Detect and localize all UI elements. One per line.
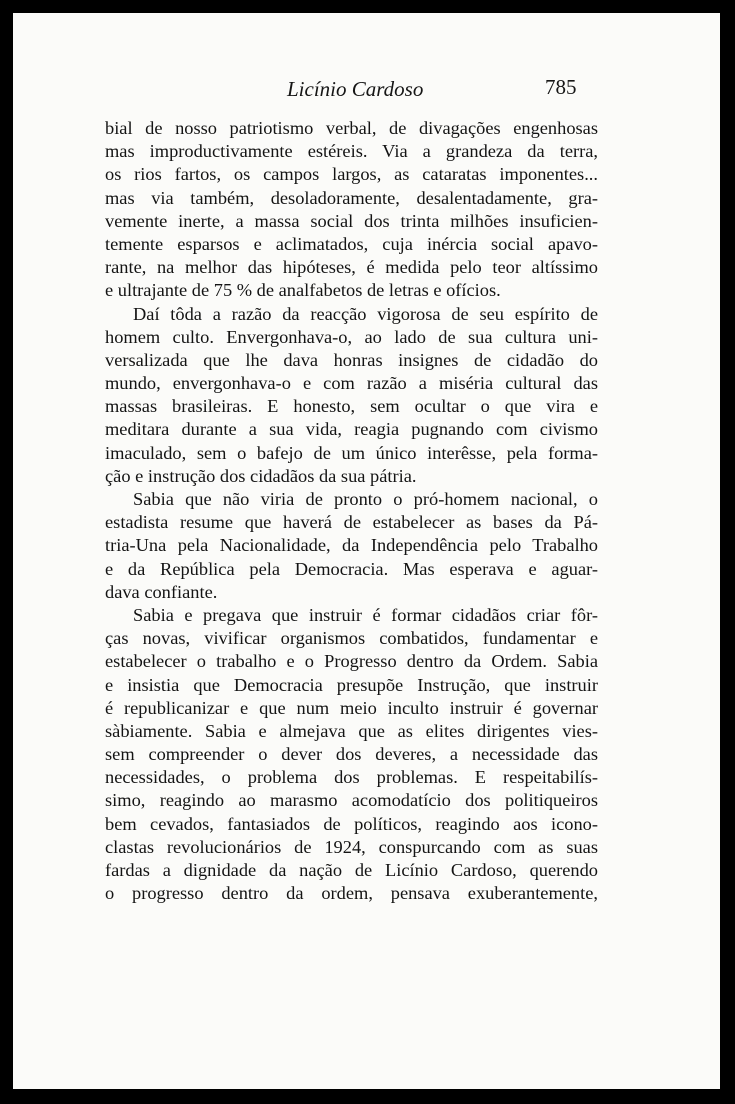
text-line: bial de nosso patriotismo verbal, de divagações engenhosas [105, 118, 598, 138]
text-line: simo, reagindo ao marasmo acomodatício dos politiqueiros [105, 790, 598, 811]
text-line: mundo, envergonhava-o e com razão a miséria cultural das [105, 373, 598, 394]
text-line: o progresso dentro da ordem, pensava exuberantemente, [105, 883, 598, 904]
text-line: estabelecer o trabalho e o Progresso dentro da Ordem. Sabia [105, 651, 598, 672]
text-line: fardas a dignidade da nação de Licínio Cardoso, querendo [105, 860, 598, 880]
book-page [13, 13, 720, 1089]
text-line: clastas revolucionários de 1924, conspurcando com as suas [105, 836, 598, 857]
text-line: homem culto. Envergonhava-o, ao lado de sua cultura uni- [105, 326, 598, 347]
text-line: é republicanizar e que num meio inculto instruir é governar [105, 697, 598, 718]
text-line: sàbiamente. Sabia e almejava que as elites dirigentes vies- [105, 720, 598, 741]
text-line: e ultrajante de 75 % de analfabetos de letras e ofícios. [105, 280, 501, 301]
running-header [13, 75, 720, 105]
text-line: temente esparsos e aclimatados, cuja inércia social apavo- [105, 233, 598, 254]
text-line: tria-Una pela Nacionalidade, da Independência pelo Trabalho [105, 535, 598, 556]
text-line: mas improductivamente estéreis. Via a grandeza da terra, [105, 141, 598, 162]
text-line: mas via também, desoladoramente, desalentadamente, gra- [105, 187, 598, 208]
text-line: dava confiante. [105, 581, 218, 602]
text-line: e da República pela Democracia. Mas esperava e aguar- [105, 558, 598, 579]
text-line: meditara durante a sua vida, reagia pugnando com civismo [105, 419, 598, 440]
text-line: sem compreender o dever dos deveres, a necessidade das [105, 744, 598, 765]
text-line: rante, na melhor das hipóteses, é medida pelo teor altíssimo [105, 257, 598, 278]
text-line: ção e instrução dos cidadãos da sua pátria. [105, 465, 417, 486]
text-line: versalizada que lhe dava honras insignes de cidadão do [105, 349, 598, 370]
text-line: massas brasileiras. E honesto, sem ocultar o que vira e [105, 396, 598, 417]
text-line: e insistia que Democracia presupõe Instrução, que instruir [105, 674, 598, 695]
body-text [105, 117, 598, 905]
text-line: ças novas, vivificar organismos combatidos, fundamentar e [105, 628, 598, 649]
running-title: Licínio Cardoso [287, 77, 424, 101]
text-line: os rios fartos, os campos largos, as cataratas imponentes... [105, 164, 598, 185]
text-line: Daí tôda a razão da reacção vigorosa de seu espírito de [133, 303, 598, 324]
text-line: Sabia e pregava que instruir é formar cidadãos criar fôr- [133, 604, 598, 625]
text-line: vemente inerte, a massa social dos trinta milhões insuficien- [105, 210, 598, 231]
page-number: 785 [545, 75, 577, 99]
text-line: imaculado, sem o bafejo de um único interêsse, pela forma- [105, 442, 598, 463]
text-line: bem cevados, fantasiados de políticos, reagindo aos icono- [105, 813, 598, 834]
text-line: Sabia que não viria de pronto o pró-homem nacional, o [133, 489, 598, 509]
text-line: estadista resume que haverá de estabelecer as bases da Pá- [105, 512, 598, 533]
text-line: necessidades, o problema dos problemas. E respeitabilís- [105, 767, 598, 788]
